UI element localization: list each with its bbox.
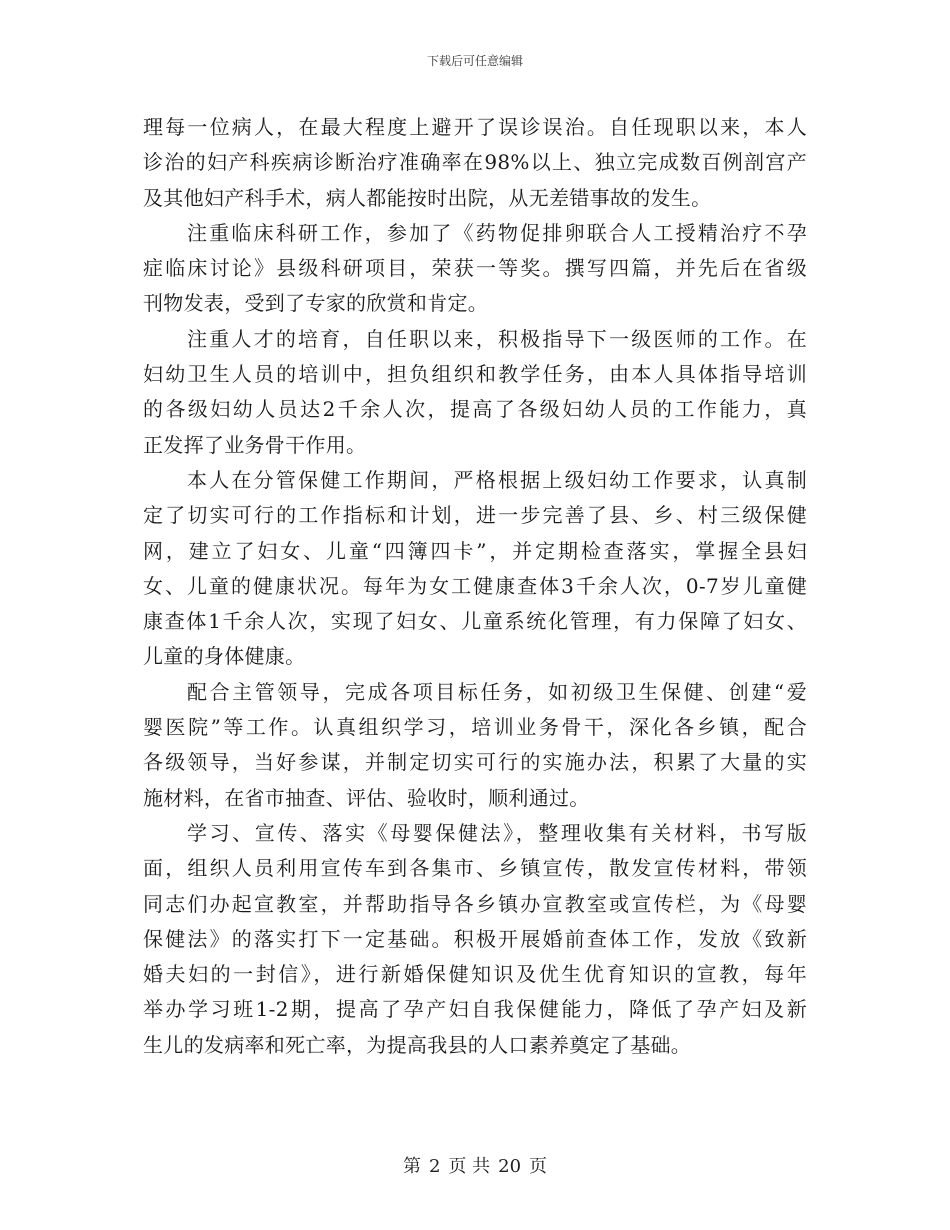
text-line: 生儿的发病率和死亡率，为提高我县的人口素养奠定了基础。 — [143, 1032, 692, 1057]
paragraph-first-line: 学习、宣传、落实《母婴保健法》，整理收集有关材料，书写版 — [187, 820, 807, 845]
document-body — [143, 110, 807, 1063]
text-line: 举办学习班1-2期，提高了孕产妇自我保健能力，降低了孕产妇及新 — [143, 997, 807, 1022]
page-footer — [0, 1152, 950, 1178]
footer-prefix: 第 — [402, 1156, 421, 1177]
text-line: 及其他妇产科手术，病人都能按时出院，从无差错事故的发生。 — [143, 185, 712, 210]
text-line: 刊物发表，受到了专家的欣赏和肯定。 — [143, 291, 489, 316]
text-line: 儿童的身体健康。 — [143, 644, 306, 669]
text-line: 正发挥了业务骨干作用。 — [143, 432, 367, 457]
paragraph-first-line: 注重临床科研工作，参加了《药物促排卵联合人工授精治疗不孕 — [187, 220, 807, 245]
text-line: 理每一位病人，在最大程度上避开了误诊误治。自任现职以来，本人 — [143, 115, 807, 139]
text-line: 康查体1千余人次，实现了妇女、儿童系统化管理，有力保障了妇女、 — [143, 609, 807, 634]
text-line: 女、儿童的健康状况。每年为女工健康查体3千余人次，0-7岁儿童健 — [143, 573, 807, 598]
footer-suffix: 页 — [529, 1156, 548, 1177]
text-line: 定了切实可行的工作指标和计划，进一步完善了县、乡、村三级保健 — [143, 503, 807, 528]
text-line: 婴医院”等工作。认真组织学习，培训业务骨干，深化各乡镇，配合 — [143, 715, 807, 740]
page-header: 下载后可任意编辑 — [426, 54, 523, 68]
text-line: 妇幼卫生人员的培训中，担负组织和教学任务，由本人具体指导培训 — [143, 362, 807, 387]
text-line: 施材料，在省市抽查、评估、验收时，顺利通过。 — [143, 785, 590, 810]
page-number: 2 — [428, 1156, 441, 1177]
footer-middle: 页 共 — [448, 1156, 491, 1177]
text-line: 婚夫妇的一封信》，进行新婚保健知识及优生优育知识的宣教，每年 — [143, 962, 807, 987]
text-line: 各级领导，当好参谋，并制定切实可行的实施办法，积累了大量的实 — [143, 750, 807, 775]
text-line: 症临床讨论》县级科研项目，荣获一等奖。撰写四篇，并先后在省级 — [143, 256, 807, 281]
total-pages: 20 — [498, 1156, 522, 1177]
text-line: 诊治的妇产科疾病诊断治疗准确率在98%以上、独立完成数百例剖宫产 — [143, 150, 807, 175]
paragraph-first-line: 注重人才的培育，自任职以来，积极指导下一级医师的工作。在 — [187, 326, 807, 351]
text-line: 同志们办起宣教室，并帮助指导各乡镇办宣教室或宣传栏，为《母婴 — [143, 891, 807, 916]
paragraph-first-line: 配合主管领导，完成各项目标任务，如初级卫生保健、创建“爱 — [187, 679, 807, 704]
text-line: 的各级妇幼人员达2千余人次，提高了各级妇幼人员的工作能力，真 — [143, 397, 807, 422]
text-line: 网，建立了妇女、儿童“四簿四卡”，并定期检查落实，掌握全县妇 — [143, 538, 807, 563]
paragraph-first-line: 本人在分管保健工作期间，严格根据上级妇幼工作要求，认真制 — [187, 467, 807, 492]
text-line: 面，组织人员利用宣传车到各集市、乡镇宣传，散发宣传材料，带领 — [143, 856, 807, 881]
text-line: 保健法》的落实打下一定基础。积极开展婚前查体工作，发放《致新 — [143, 926, 807, 951]
